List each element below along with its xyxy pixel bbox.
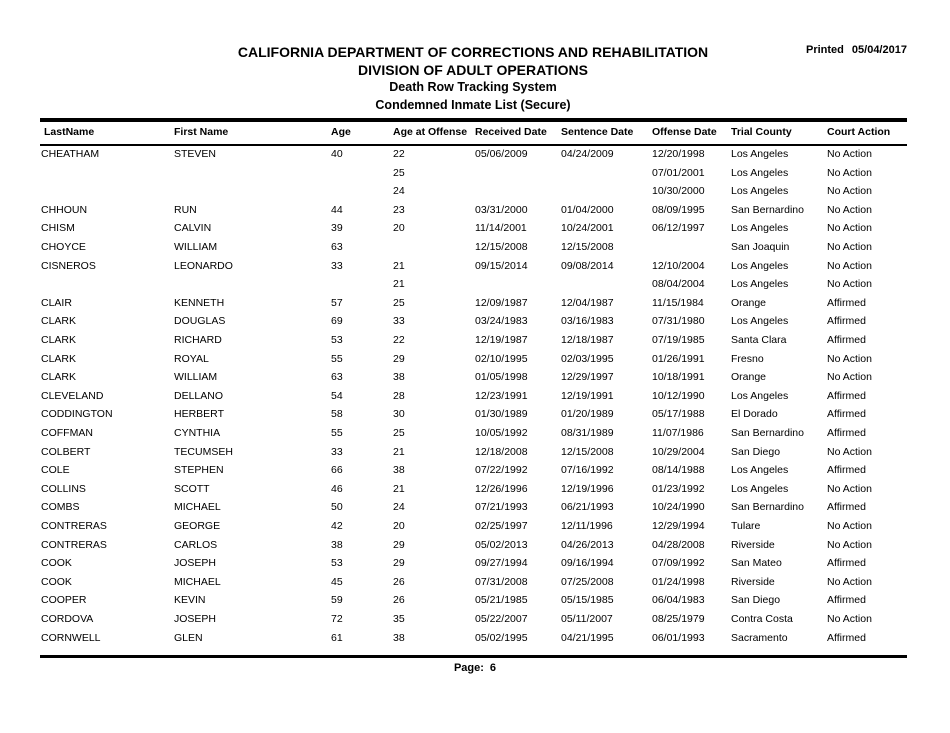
cell-age-at-offense: 21 <box>393 482 405 495</box>
cell-age-at-offense: 38 <box>393 631 405 644</box>
printed-date-block <box>806 44 907 56</box>
cell-sentence-date: 01/20/1989 <box>561 408 614 421</box>
cell-sentence-date: 03/16/1983 <box>561 315 614 328</box>
cell-court-action: No Action <box>827 203 872 216</box>
cell-sentence-date: 12/04/1987 <box>561 296 614 309</box>
cell-age-at-offense: 29 <box>393 538 405 551</box>
cell-offense-date: 07/31/1980 <box>652 315 705 328</box>
cell-received-date: 12/19/1987 <box>475 334 528 346</box>
cell-trial-county: Orange <box>731 371 767 384</box>
cell-court-action: Affirmed <box>827 408 866 421</box>
cell-court-action: Affirmed <box>827 334 866 346</box>
cell-sentence-date: 08/31/1989 <box>561 427 614 439</box>
cell-last-name: COLBERT <box>41 445 91 458</box>
cell-last-name: CONTRERAS <box>41 520 107 532</box>
cell-age: 57 <box>331 296 343 309</box>
cell-sentence-date: 12/18/1987 <box>561 334 614 346</box>
cell-first-name: KENNETH <box>174 296 225 309</box>
column-header-last-name: LastName <box>44 126 95 138</box>
cell-received-date: 02/25/1997 <box>475 520 528 532</box>
cell-sentence-date: 09/08/2014 <box>561 259 614 272</box>
cell-offense-date: 11/07/1986 <box>652 427 704 439</box>
cell-offense-date: 11/15/1984 <box>652 296 704 309</box>
cell-last-name: CHOYCE <box>41 241 86 253</box>
column-header-age: Age <box>331 126 351 138</box>
cell-trial-county: San Bernardino <box>731 501 804 514</box>
cell-offense-date: 06/01/1993 <box>652 631 705 644</box>
cell-first-name: CALVIN <box>174 222 212 235</box>
table-header-rule <box>40 144 907 146</box>
cell-sentence-date: 04/24/2009 <box>561 148 614 160</box>
printed-label: Printed <box>806 44 844 56</box>
cell-court-action: No Action <box>827 148 872 160</box>
cell-first-name: KEVIN <box>174 594 206 607</box>
cell-received-date: 09/27/1994 <box>475 557 528 570</box>
cell-age: 55 <box>331 352 343 365</box>
column-header-age-at-offense: Age at Offense <box>393 126 468 138</box>
cell-age: 39 <box>331 222 343 235</box>
cell-trial-county: Los Angeles <box>731 166 789 179</box>
cell-last-name: COOK <box>41 575 72 588</box>
cell-age-at-offense: 28 <box>393 389 405 402</box>
cell-sentence-date: 10/24/2001 <box>561 222 614 235</box>
cell-received-date: 12/18/2008 <box>475 445 528 458</box>
cell-first-name: RUN <box>174 203 197 216</box>
cell-court-action: No Action <box>827 520 872 532</box>
cell-sentence-date: 07/16/1992 <box>561 464 614 477</box>
cell-trial-county: Los Angeles <box>731 389 789 402</box>
cell-last-name: CHEATHAM <box>41 148 100 160</box>
cell-trial-county: Riverside <box>731 575 775 588</box>
cell-offense-date: 08/25/1979 <box>652 613 705 625</box>
cell-first-name: CARLOS <box>174 538 218 551</box>
cell-offense-date: 10/18/1991 <box>652 371 705 384</box>
cell-first-name: DOUGLAS <box>174 315 226 328</box>
cell-first-name: GLEN <box>174 631 203 644</box>
cell-received-date: 07/31/2008 <box>475 575 528 588</box>
cell-offense-date: 04/28/2008 <box>652 538 705 551</box>
cell-offense-date: 06/04/1983 <box>652 594 705 607</box>
cell-trial-county: Los Angeles <box>731 222 789 235</box>
cell-first-name: DELLANO <box>174 389 224 402</box>
cell-received-date: 05/02/2013 <box>475 538 528 551</box>
cell-received-date: 05/21/1985 <box>475 594 528 607</box>
cell-trial-county: Tulare <box>731 520 761 532</box>
report-title-list: Condemned Inmate List (Secure) <box>375 98 571 112</box>
cell-first-name: RICHARD <box>174 334 222 346</box>
cell-trial-county: Los Angeles <box>731 278 789 291</box>
cell-age: 63 <box>331 241 343 253</box>
cell-offense-date: 08/09/1995 <box>652 203 705 216</box>
cell-court-action: No Action <box>827 241 872 253</box>
cell-offense-date: 07/01/2001 <box>652 166 705 179</box>
cell-age-at-offense: 21 <box>393 445 405 458</box>
cell-court-action: No Action <box>827 222 872 235</box>
column-header-trial-county: Trial County <box>731 126 792 138</box>
cell-last-name: COFFMAN <box>41 427 93 439</box>
cell-sentence-date: 09/16/1994 <box>561 557 614 570</box>
cell-trial-county: Los Angeles <box>731 259 789 272</box>
cell-received-date: 11/14/2001 <box>475 222 527 235</box>
cell-age-at-offense: 23 <box>393 203 405 216</box>
cell-first-name: WILLIAM <box>174 371 218 384</box>
cell-received-date: 01/05/1998 <box>475 371 528 384</box>
cell-last-name: CISNEROS <box>41 259 96 272</box>
cell-age: 55 <box>331 427 343 439</box>
cell-age: 53 <box>331 557 343 570</box>
cell-sentence-date: 01/04/2000 <box>561 203 614 216</box>
cell-last-name: CLARK <box>41 334 77 346</box>
cell-age: 40 <box>331 148 343 160</box>
cell-court-action: No Action <box>827 575 872 588</box>
cell-first-name: JOSEPH <box>174 613 217 625</box>
cell-received-date: 09/15/2014 <box>475 259 528 272</box>
cell-offense-date: 12/10/2004 <box>652 259 705 272</box>
cell-first-name: TECUMSEH <box>174 445 233 458</box>
cell-sentence-date: 07/25/2008 <box>561 575 614 588</box>
cell-trial-county: Contra Costa <box>731 613 793 625</box>
cell-trial-county: San Diego <box>731 445 781 458</box>
printed-date: 05/04/2017 <box>851 44 907 56</box>
cell-court-action: No Action <box>827 371 872 384</box>
cell-age-at-offense: 38 <box>393 371 405 384</box>
cell-last-name: CORNWELL <box>41 631 101 644</box>
cell-offense-date: 12/20/1998 <box>652 148 705 160</box>
cell-sentence-date: 12/15/2008 <box>561 241 614 253</box>
report-title-system: Death Row Tracking System <box>389 80 557 94</box>
cell-trial-county: Los Angeles <box>731 185 789 198</box>
report-title-division: DIVISION OF ADULT OPERATIONS <box>358 62 588 78</box>
cell-first-name: CYNTHIA <box>174 427 221 439</box>
cell-age-at-offense: 29 <box>393 352 405 365</box>
cell-received-date: 12/26/1996 <box>475 482 528 495</box>
cell-age: 63 <box>331 371 343 384</box>
column-header-first-name: First Name <box>174 126 229 138</box>
cell-court-action: Affirmed <box>827 557 866 570</box>
cell-offense-date: 08/04/2004 <box>652 278 705 291</box>
cell-age: 38 <box>331 538 343 551</box>
cell-received-date: 07/21/1993 <box>475 501 528 514</box>
cell-offense-date: 07/19/1985 <box>652 334 705 346</box>
cell-last-name: CLARK <box>41 371 77 384</box>
cell-last-name: CLARK <box>41 315 77 328</box>
cell-trial-county: Los Angeles <box>731 482 789 495</box>
cell-age: 53 <box>331 334 343 346</box>
cell-last-name: COLLINS <box>41 482 86 495</box>
cell-court-action: No Action <box>827 259 872 272</box>
cell-court-action: No Action <box>827 613 872 625</box>
cell-first-name: GEORGE <box>174 520 221 532</box>
report-title-agency: CALIFORNIA DEPARTMENT OF CORRECTIONS AND REHABILITATION <box>237 44 709 60</box>
cell-trial-county: Los Angeles <box>731 315 789 328</box>
cell-first-name: HERBERT <box>174 408 224 421</box>
page-footer <box>0 662 950 674</box>
cell-court-action: No Action <box>827 278 872 291</box>
cell-age-at-offense: 24 <box>393 185 405 198</box>
cell-trial-county: Los Angeles <box>731 148 789 160</box>
cell-trial-county: San Joaquin <box>731 241 790 253</box>
cell-last-name: COLE <box>41 464 70 477</box>
cell-trial-county: El Dorado <box>731 408 778 421</box>
cell-offense-date: 05/17/1988 <box>652 408 705 421</box>
cell-sentence-date: 12/15/2008 <box>561 445 614 458</box>
table-bottom-rule <box>40 655 907 658</box>
column-header-received-date: Received Date <box>475 126 547 138</box>
cell-court-action: No Action <box>827 445 872 458</box>
cell-age-at-offense: 25 <box>393 427 405 439</box>
cell-age: 33 <box>331 259 343 272</box>
cell-trial-county: San Bernardino <box>731 203 804 216</box>
cell-last-name: CLARK <box>41 352 77 365</box>
cell-court-action: No Action <box>827 166 872 179</box>
cell-trial-county: Orange <box>731 296 767 309</box>
cell-court-action: Affirmed <box>827 631 866 644</box>
cell-age: 61 <box>331 631 343 644</box>
cell-first-name: ROYAL <box>174 352 209 365</box>
cell-received-date: 10/05/1992 <box>475 427 528 439</box>
cell-sentence-date: 05/15/1985 <box>561 594 614 607</box>
column-header-sentence-date: Sentence Date <box>561 126 634 138</box>
cell-court-action: No Action <box>827 352 872 365</box>
cell-first-name: SCOTT <box>174 482 210 495</box>
column-header-court-action: Court Action <box>827 126 891 138</box>
cell-trial-county: Fresno <box>731 352 764 365</box>
cell-age: 59 <box>331 594 343 607</box>
cell-trial-county: Sacramento <box>731 631 788 644</box>
cell-last-name: CLAIR <box>41 296 72 309</box>
cell-offense-date: 10/24/1990 <box>652 501 705 514</box>
cell-received-date: 02/10/1995 <box>475 352 528 365</box>
cell-age-at-offense: 24 <box>393 501 405 514</box>
cell-sentence-date: 06/21/1993 <box>561 501 614 514</box>
cell-age-at-offense: 22 <box>393 148 405 160</box>
cell-age: 33 <box>331 445 343 458</box>
cell-sentence-date: 05/11/2007 <box>561 613 613 625</box>
cell-age-at-offense: 21 <box>393 278 405 291</box>
cell-first-name: JOSEPH <box>174 557 217 570</box>
cell-offense-date: 07/09/1992 <box>652 557 705 570</box>
cell-last-name: CLEVELAND <box>41 389 104 402</box>
cell-age: 42 <box>331 520 343 532</box>
cell-court-action: Affirmed <box>827 594 866 607</box>
cell-offense-date: 01/26/1991 <box>652 352 705 365</box>
cell-court-action: Affirmed <box>827 315 866 328</box>
cell-age-at-offense: 25 <box>393 166 405 179</box>
cell-age-at-offense: 30 <box>393 408 405 421</box>
page-number: 6 <box>489 662 497 674</box>
cell-received-date: 03/31/2000 <box>475 203 528 216</box>
cell-received-date: 12/15/2008 <box>475 241 528 253</box>
cell-last-name: CONTRERAS <box>41 538 107 551</box>
cell-trial-county: San Mateo <box>731 557 782 570</box>
cell-last-name: COOK <box>41 557 72 570</box>
cell-court-action: No Action <box>827 482 872 495</box>
cell-offense-date: 06/12/1997 <box>652 222 705 235</box>
cell-last-name: CODDINGTON <box>41 408 113 421</box>
column-header-offense-date: Offense Date <box>652 126 717 138</box>
cell-age-at-offense: 26 <box>393 575 405 588</box>
cell-trial-county: Santa Clara <box>731 334 787 346</box>
cell-first-name: MICHAEL <box>174 575 221 588</box>
cell-offense-date: 01/24/1998 <box>652 575 705 588</box>
cell-received-date: 01/30/1989 <box>475 408 528 421</box>
cell-age-at-offense: 25 <box>393 296 405 309</box>
cell-age-at-offense: 29 <box>393 557 405 570</box>
cell-offense-date: 08/14/1988 <box>652 464 705 477</box>
cell-received-date: 05/22/2007 <box>475 613 528 625</box>
cell-received-date: 12/23/1991 <box>475 389 528 402</box>
cell-age: 50 <box>331 501 343 514</box>
cell-last-name: CHHOUN <box>41 203 88 216</box>
cell-court-action: Affirmed <box>827 427 866 439</box>
cell-age: 54 <box>331 389 343 402</box>
cell-first-name: LEONARDO <box>174 259 233 272</box>
cell-first-name: STEVEN <box>174 148 217 160</box>
cell-age: 45 <box>331 575 343 588</box>
cell-received-date: 05/02/1995 <box>475 631 528 644</box>
cell-offense-date: 10/12/1990 <box>652 389 705 402</box>
cell-sentence-date: 12/29/1997 <box>561 371 614 384</box>
cell-received-date: 03/24/1983 <box>475 315 528 328</box>
cell-court-action: No Action <box>827 538 872 551</box>
cell-received-date: 12/09/1987 <box>475 296 528 309</box>
cell-age: 72 <box>331 613 343 625</box>
cell-trial-county: San Bernardino <box>731 427 804 439</box>
cell-age-at-offense: 20 <box>393 520 405 532</box>
cell-age-at-offense: 38 <box>393 464 405 477</box>
cell-age: 66 <box>331 464 343 477</box>
cell-sentence-date: 02/03/1995 <box>561 352 614 365</box>
cell-trial-county: San Diego <box>731 594 781 607</box>
cell-age-at-offense: 22 <box>393 334 405 346</box>
cell-received-date: 05/06/2009 <box>475 148 528 160</box>
cell-received-date: 07/22/1992 <box>475 464 528 477</box>
cell-first-name: WILLIAM <box>174 241 218 253</box>
cell-sentence-date: 12/19/1996 <box>561 482 614 495</box>
cell-offense-date: 01/23/1992 <box>652 482 705 495</box>
cell-offense-date: 12/29/1994 <box>652 520 705 532</box>
cell-age: 58 <box>331 408 343 421</box>
cell-sentence-date: 12/19/1991 <box>561 389 614 402</box>
cell-sentence-date: 12/11/1996 <box>561 520 613 532</box>
cell-trial-county: Los Angeles <box>731 464 789 477</box>
cell-age-at-offense: 21 <box>393 259 405 272</box>
page-label: Page: <box>453 662 484 674</box>
cell-court-action: No Action <box>827 185 872 198</box>
cell-last-name: CHISM <box>41 222 75 235</box>
cell-court-action: Affirmed <box>827 389 866 402</box>
cell-sentence-date: 04/21/1995 <box>561 631 614 644</box>
cell-age: 69 <box>331 315 343 328</box>
cell-last-name: CORDOVA <box>41 613 94 625</box>
cell-age-at-offense: 26 <box>393 594 405 607</box>
cell-age-at-offense: 20 <box>393 222 405 235</box>
cell-age-at-offense: 33 <box>393 315 405 328</box>
cell-offense-date: 10/30/2000 <box>652 185 705 198</box>
cell-trial-county: Riverside <box>731 538 775 551</box>
cell-court-action: Affirmed <box>827 464 866 477</box>
cell-court-action: Affirmed <box>827 501 866 514</box>
cell-offense-date: 10/29/2004 <box>652 445 705 458</box>
table-top-rule <box>40 118 907 122</box>
cell-court-action: Affirmed <box>827 296 866 309</box>
cell-age: 44 <box>331 203 343 216</box>
cell-first-name: MICHAEL <box>174 501 221 514</box>
cell-last-name: COMBS <box>41 501 80 514</box>
cell-first-name: STEPHEN <box>174 464 224 477</box>
cell-age-at-offense: 35 <box>393 613 405 625</box>
cell-sentence-date: 04/26/2013 <box>561 538 614 551</box>
cell-last-name: COOPER <box>41 594 87 607</box>
cell-age: 46 <box>331 482 343 495</box>
